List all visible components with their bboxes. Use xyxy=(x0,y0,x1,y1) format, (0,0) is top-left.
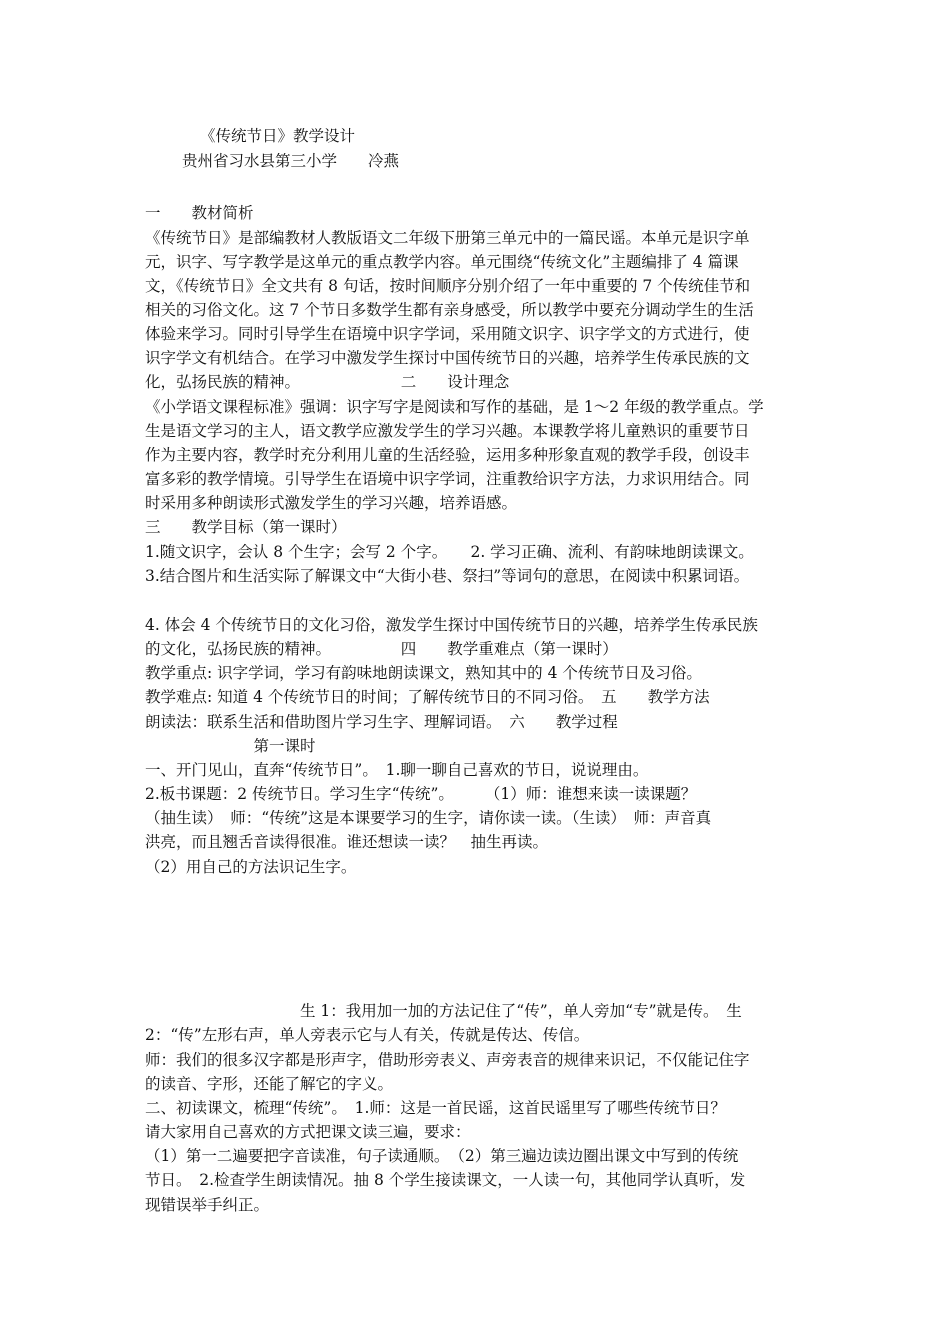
text-line: 时采用多种朗读形式激发学生的学习兴趣，培养语感。 xyxy=(145,494,518,512)
text-line: 文，《传统节日》全文共有 8 句话，按时间顺序分别介绍了一年中重要的 7 个传统佳节和 xyxy=(145,277,751,295)
document-title: 《传统节日》教学设计 xyxy=(200,127,356,145)
document-author: 贵州省习水县第三小学 冷燕 xyxy=(182,152,400,170)
text-line: 4. 体会 4 个传统节日的文化习俗，激发学生探讨中国传统节日的兴趣，培养学生传承民族 xyxy=(145,616,758,634)
text-line: 识字学文有机结合。在学习中激发学生探讨中国传统节日的兴趣，培养学生传承民族的文 xyxy=(145,349,750,367)
text-line: 富多彩的教学情境。引导学生在语境中识字学词，注重教给识字方法，力求识用结合。同 xyxy=(145,470,750,488)
text-line: 3.结合图片和生活实际了解课文中“大街小巷、祭扫”等词句的意思，在阅读中积累词语。 xyxy=(145,567,750,585)
text-line: 生 1：我用加一加的方法记住了“传”，单人旁加“专”就是传。 生 xyxy=(145,1002,742,1020)
text-line: 2.板书课题：2 传统节日。学习生字“传统”。 （1）师：谁想来读一读课题？ xyxy=(145,785,697,803)
text-line: （抽生读） 师：“传统”这是本课要学习的生字，请你读一读。（生读） 师：声音真 xyxy=(145,809,712,827)
text-line: 2：“传”左形右声，单人旁表示它与人有关，传就是传达、传信。 xyxy=(145,1026,590,1044)
text-line: 《小学语文课程标准》强调：识字写字是阅读和写作的基础，是 1～2 年级的教学重点。学 xyxy=(145,398,764,416)
text-line: 现错误举手纠正。 xyxy=(145,1196,270,1214)
text-line: 师：我们的很多汉字都是形声字，借助形旁表义、声旁表音的规律来识记，不仅能记住字 xyxy=(145,1051,750,1069)
text-line: 教学重点: 识字学词，学习有韵味地朗读课文，熟知其中的 4 个传统节日及习俗。 xyxy=(145,664,702,682)
text-line: 三 教学目标（第一课时） xyxy=(145,518,347,536)
text-line: 一、开门见山，直奔“传统节日”。 1.聊一聊自己喜欢的节日，说说理由。 xyxy=(145,761,649,779)
text-line: 1.随文识字，会认 8 个生字；会写 2 个字。 2. 学习正确、流利、有韵味地朗读课文。 xyxy=(145,543,754,561)
text-line: 的读音、字形，还能了解它的字义。 xyxy=(145,1075,394,1093)
text-line: 一 教材简析 xyxy=(145,204,254,222)
text-line: 体验来学习。同时引导学生在语境中识字学词，采用随文识字、识字学文的方式进行，使 xyxy=(145,325,750,343)
text-line: 《传统节日》是部编教材人教版语文二年级下册第三单元中的一篇民谣。本单元是识字单 xyxy=(145,229,750,247)
text-line: 第一课时 xyxy=(145,737,316,755)
text-line: 化，弘扬民族的精神。 二 设计理念 xyxy=(145,373,510,391)
text-line: 元，识字、写字教学是这单元的重点教学内容。单元围绕“传统文化”主题编排了 4 篇课 xyxy=(145,253,739,271)
text-line: 的文化，弘扬民族的精神。 四 教学重难点（第一课时） xyxy=(145,640,618,658)
text-line: 作为主要内容，教学时充分利用儿童的生活经验，运用多种形象直观的教学手段，创设丰 xyxy=(145,446,750,464)
text-line: （1）第一二遍要把字音读准，句子读通顺。 （2）第三遍边读边圈出课文中写到的传统 xyxy=(145,1147,739,1165)
text-line: 相关的习俗文化。这 7 个节日多数学生都有亲身感受，所以教学中要充分调动学生的生活 xyxy=(145,301,754,319)
text-line: 请大家用自己喜欢的方式把课文读三遍，要求： xyxy=(145,1123,471,1141)
text-line: 生是语文学习的主人，语文教学应激发学生的学习兴趣。本课教学将儿童熟识的重要节日 xyxy=(145,422,750,440)
text-line: 二、初读课文，梳理“传统”。 1.师：这是一首民谣，这首民谣里写了哪些传统节日？ xyxy=(145,1099,726,1117)
text-line: 节日。 2.检查学生朗读情况。抽 8 个学生接读课文，一人读一句，其他同学认真听，发 xyxy=(145,1171,746,1189)
text-line: 教学难点: 知道 4 个传统节日的时间；了解传统节日的不同习俗。 五 教学方法 xyxy=(145,688,710,706)
text-line: （2）用自己的方法识记生字。 xyxy=(145,858,357,876)
text-line: 洪亮，而且翘舌音读得很准。谁还想读一读？ 抽生再读。 xyxy=(145,833,549,851)
text-line: 朗读法：联系生活和借助图片学习生字、理解词语。 六 教学过程 xyxy=(145,713,618,731)
